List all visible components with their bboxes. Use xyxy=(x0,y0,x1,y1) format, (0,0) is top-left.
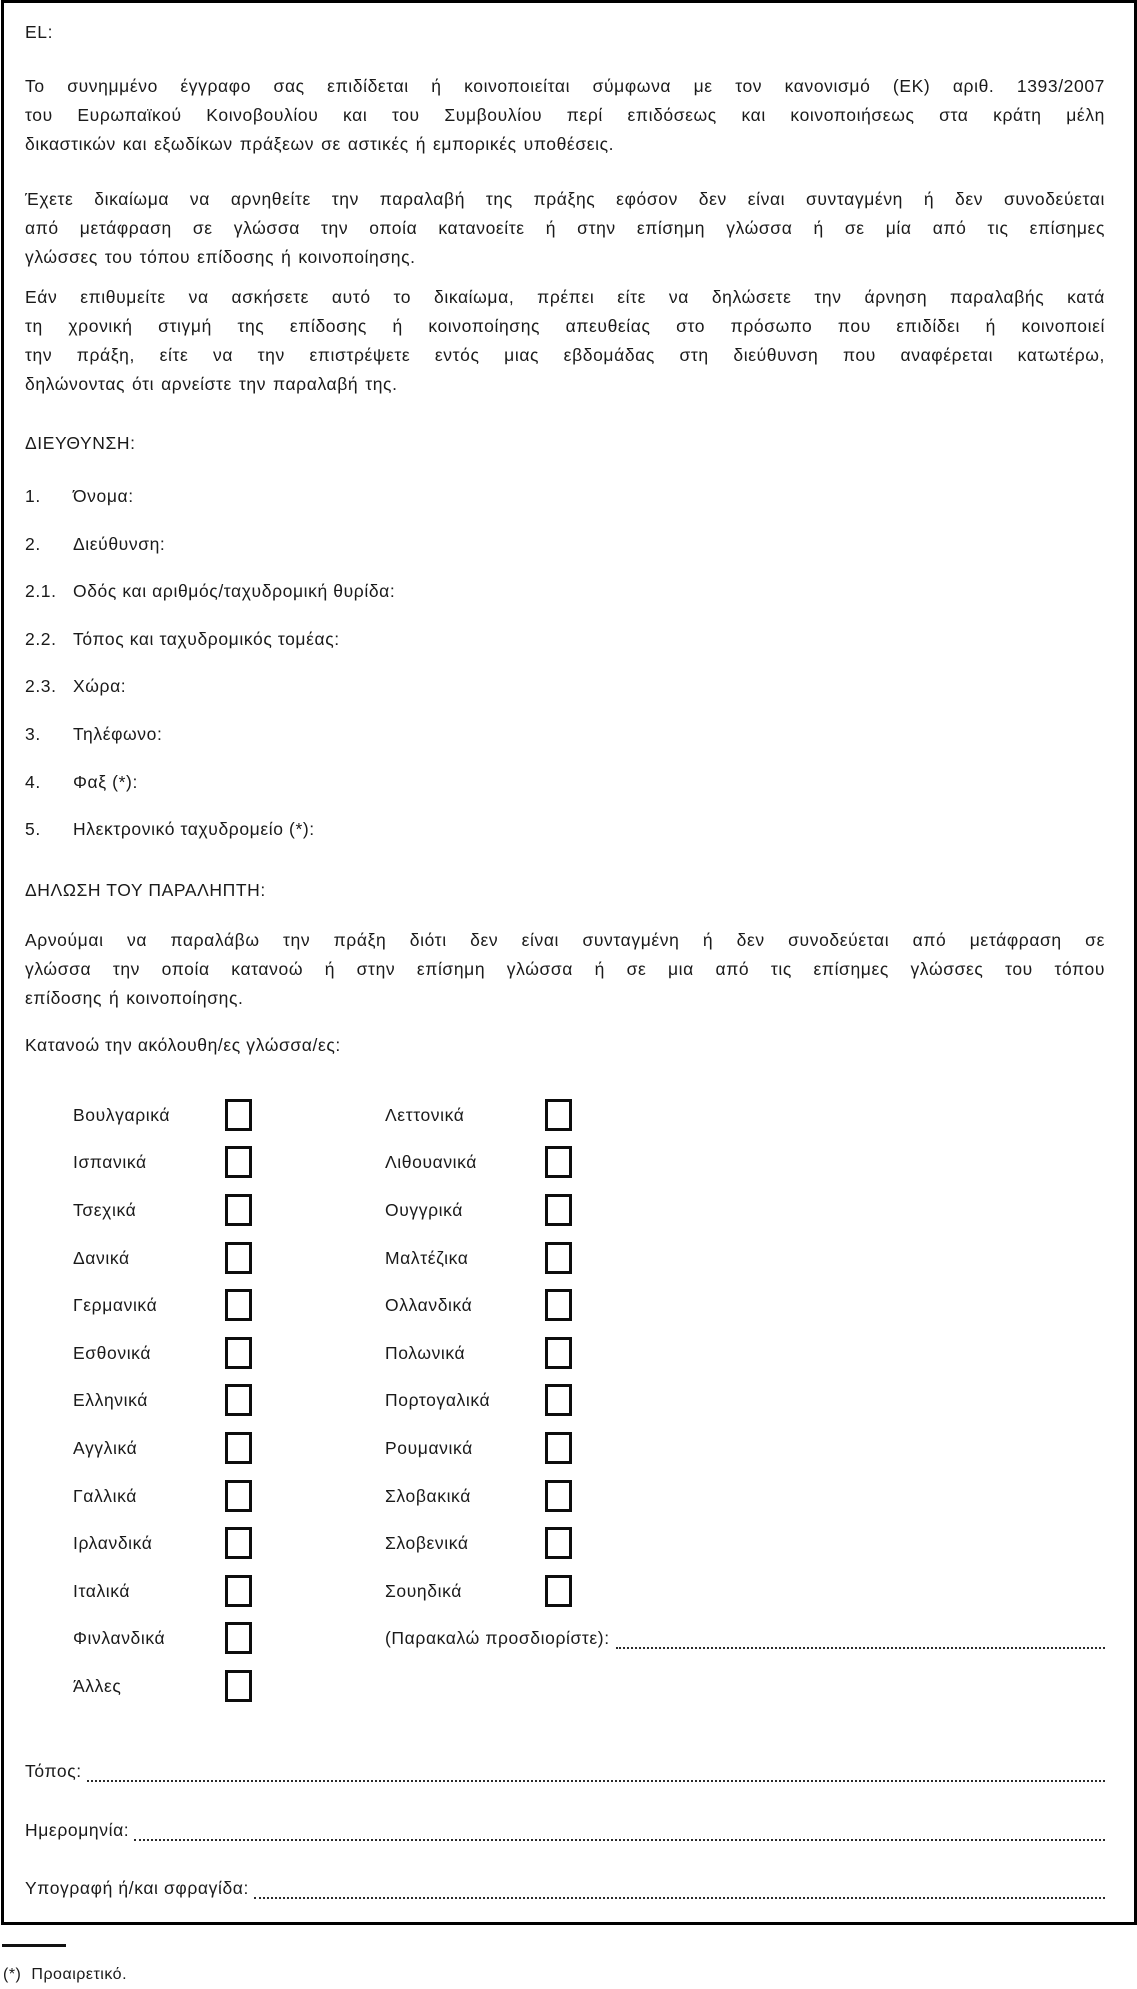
footnote-text: Προαιρετικό. xyxy=(31,1966,128,1983)
address-item-label: Όνομα: xyxy=(73,486,134,506)
declaration-paragraph xyxy=(25,926,1105,1013)
footnote-separator xyxy=(2,1944,66,1947)
language-checkbox[interactable] xyxy=(225,1146,252,1178)
language-checkbox[interactable] xyxy=(225,1527,252,1559)
language-row xyxy=(73,1519,373,1567)
address-item-label: Διεύθυνση: xyxy=(73,533,166,554)
language-label: Δανικά xyxy=(73,1247,130,1268)
language-label: Σλοβενικά xyxy=(385,1533,469,1554)
address-item-number: 4. xyxy=(25,771,41,792)
language-checkbox[interactable] xyxy=(225,1337,252,1369)
address-item-label: Τόπος και ταχυδρομικός τομέας: xyxy=(73,628,340,649)
signature-field-row xyxy=(25,1759,1105,1783)
intro-paragraph-2 xyxy=(25,185,1105,272)
language-label: Ισπανικά xyxy=(73,1152,147,1173)
language-checkbox[interactable] xyxy=(545,1146,572,1178)
address-list-item xyxy=(25,627,1105,675)
address-item-label: Φαξ (*): xyxy=(73,771,138,792)
address-list-item xyxy=(25,722,1105,770)
address-list-item xyxy=(25,770,1105,818)
date-input[interactable] xyxy=(134,1818,1105,1841)
language-label: Λεττονικά xyxy=(385,1104,465,1125)
language-row xyxy=(73,1567,373,1615)
language-label: Αγγλικά xyxy=(73,1437,138,1458)
paragraph-line: δικαστικών και εξωδίκων πράξεων σε αστικές ή εμπορικές υποθέσεις. xyxy=(25,134,615,154)
language-label: Φινλανδικά xyxy=(73,1628,166,1649)
language-checkbox[interactable] xyxy=(225,1575,252,1607)
language-checkbox[interactable] xyxy=(225,1480,252,1512)
address-item-number: 2.2. xyxy=(25,628,57,649)
language-label: Άλλες xyxy=(73,1675,122,1696)
other-language-specify-input[interactable] xyxy=(616,1627,1105,1649)
language-label: Ρουμανικά xyxy=(385,1437,473,1458)
language-row xyxy=(73,1329,373,1377)
address-item-label: Ηλεκτρονικό ταχυδρομείο (*): xyxy=(73,819,315,840)
language-label: Εσθονικά xyxy=(73,1342,152,1363)
paragraph-line: την πράξη, είτε να την επιστρέψετε εντός μιας εβδομάδας στη διεύθυνση που αναφέρεται κατωτέρω, xyxy=(25,345,1105,365)
language-row xyxy=(385,1424,1105,1472)
language-row xyxy=(73,1472,373,1520)
language-label: Πορτογαλικά xyxy=(385,1390,491,1411)
language-checkbox[interactable] xyxy=(225,1384,252,1416)
address-item-number: 2.3. xyxy=(25,676,57,697)
language-checkbox[interactable] xyxy=(225,1622,252,1654)
language-label: Ιταλικά xyxy=(73,1580,131,1601)
paragraph-line: Έχετε δικαίωμα να αρνηθείτε την παραλαβή της πράξης εφόσον δεν είναι συνταγμένη ή δεν συνοδεύεται xyxy=(25,189,1105,209)
footnote xyxy=(3,1963,127,1987)
language-checkbox[interactable] xyxy=(225,1194,252,1226)
language-checkbox[interactable] xyxy=(545,1099,572,1131)
language-checkbox[interactable] xyxy=(545,1527,572,1559)
language-row xyxy=(73,1615,373,1663)
languages-right-column xyxy=(385,1091,1105,1662)
language-label: Ιρλανδικά xyxy=(73,1533,153,1554)
language-row xyxy=(385,1139,1105,1187)
language-row xyxy=(385,1091,1105,1139)
paragraph-line: τη χρονική στιγμή της επίδοσης ή κοινοποίησης απευθείας στο πρόσωπο που επιδίδει ή κοινοποιεί xyxy=(25,316,1105,336)
language-label: Τσεχικά xyxy=(73,1199,137,1220)
language-label: Πολωνικά xyxy=(385,1342,466,1363)
languages-prompt: Κατανοώ την ακόλουθη/ες γλώσσα/ες: xyxy=(25,1035,341,1055)
paragraph-line: γλώσσα την οποία κατανοώ ή στην επίσημη γλώσσα ή σε μια από τις επίσημες γλώσσες του τόπου xyxy=(25,959,1105,979)
paragraph-line: δηλώνοντας ότι αρνείστε την παραλαβή της. xyxy=(25,374,398,394)
language-label: Σλοβακικά xyxy=(385,1485,471,1506)
language-row xyxy=(385,1377,1105,1425)
language-checkbox[interactable] xyxy=(545,1289,572,1321)
signature-fields xyxy=(25,1759,1105,1935)
address-item-number: 5. xyxy=(25,819,41,840)
language-row xyxy=(385,1567,1105,1615)
paragraph-line: γλώσσες του τόπου επίδοσης ή κοινοποίησης. xyxy=(25,247,416,267)
address-list xyxy=(25,484,1105,865)
intro-paragraph-1 xyxy=(25,72,1105,159)
language-label: Ουγγρικά xyxy=(385,1199,463,1220)
address-list-item xyxy=(25,532,1105,580)
address-item-label: Οδός και αριθμός/ταχυδρομική θυρίδα: xyxy=(73,581,396,602)
other-language-specify-row xyxy=(385,1615,1105,1663)
language-checkbox[interactable] xyxy=(225,1099,252,1131)
language-checkbox[interactable] xyxy=(545,1242,572,1274)
languages-left-column xyxy=(73,1091,373,1710)
language-label: Γερμανικά xyxy=(73,1295,158,1316)
address-item-number: 1. xyxy=(25,486,41,506)
address-item-number: 3. xyxy=(25,723,41,744)
signature-field-row xyxy=(25,1818,1105,1842)
language-label: Βουλγαρικά xyxy=(73,1104,171,1125)
paragraph-line: Αρνούμαι να παραλάβω την πράξη διότι δεν είναι συνταγμένη ή δεν συνοδεύεται από μετάφραση σε xyxy=(25,930,1105,950)
address-item-label: Τηλέφωνο: xyxy=(73,723,163,744)
language-row xyxy=(73,1281,373,1329)
address-list-item xyxy=(25,484,1105,532)
place-input[interactable] xyxy=(87,1759,1105,1782)
language-row xyxy=(385,1472,1105,1520)
language-label: Μαλτέζικα xyxy=(385,1247,469,1268)
declaration-heading: ΔΗΛΩΣΗ ΤΟΥ ΠΑΡΑΛΗΠΤΗ: xyxy=(25,880,266,900)
intro-paragraph-3 xyxy=(25,283,1105,399)
language-checkbox[interactable] xyxy=(545,1194,572,1226)
language-row xyxy=(385,1329,1105,1377)
language-checkbox[interactable] xyxy=(545,1575,572,1607)
language-row xyxy=(73,1662,373,1710)
language-label: Σουηδικά xyxy=(385,1580,462,1601)
language-row xyxy=(385,1519,1105,1567)
language-checkbox[interactable] xyxy=(225,1289,252,1321)
address-item-label: Χώρα: xyxy=(73,676,127,697)
other-language-specify-label: (Παρακαλώ προσδιορίστε): xyxy=(385,1628,610,1649)
paragraph-line: Εάν επιθυμείτε να ασκήσετε αυτό το δικαίωμα, πρέπει είτε να δηλώσετε την άρνηση παραλαβής κατά xyxy=(25,287,1105,307)
language-row xyxy=(73,1091,373,1139)
signature-stamp-input[interactable] xyxy=(254,1876,1105,1899)
language-checkbox[interactable] xyxy=(545,1384,572,1416)
signature-field-row xyxy=(25,1876,1105,1900)
address-heading: ΔΙΕΥΘΥΝΣΗ: xyxy=(25,433,136,453)
address-item-number: 2.1. xyxy=(25,581,57,602)
signature-field-label: Υπογραφή ή/και σφραγίδα: xyxy=(25,1878,249,1898)
language-checkbox[interactable] xyxy=(545,1337,572,1369)
language-checkbox[interactable] xyxy=(225,1670,252,1702)
language-row xyxy=(385,1281,1105,1329)
signature-field-label: Τόπος: xyxy=(25,1761,82,1781)
paragraph-line: Το συνημμένο έγγραφο σας επιδίδεται ή κοινοποιείται σύμφωνα με τον κανονισμό (ΕΚ) αριθ. 1393/2007 xyxy=(25,76,1105,96)
language-checkbox[interactable] xyxy=(225,1242,252,1274)
paragraph-line: επίδοσης ή κοινοποίησης. xyxy=(25,988,244,1008)
paragraph-line: από μετάφραση σε γλώσσα την οποία κατανοείτε ή στην επίσημη γλώσσα ή σε μία από τις επίσημες xyxy=(25,218,1105,238)
language-row xyxy=(385,1234,1105,1282)
language-row xyxy=(73,1139,373,1187)
signature-field-label: Ημερομηνία: xyxy=(25,1819,130,1840)
footnote-marker: (*) xyxy=(3,1966,22,1983)
language-row xyxy=(73,1234,373,1282)
address-list-item xyxy=(25,674,1105,722)
language-row xyxy=(385,1186,1105,1234)
address-item-number: 2. xyxy=(25,533,41,554)
address-list-item xyxy=(25,817,1105,865)
form-border-box xyxy=(1,0,1137,1925)
language-label: Γαλλικά xyxy=(73,1485,137,1506)
language-checkbox[interactable] xyxy=(545,1480,572,1512)
language-checkbox[interactable] xyxy=(225,1432,252,1464)
language-checkbox[interactable] xyxy=(545,1432,572,1464)
language-label: Ολλανδικά xyxy=(385,1295,473,1316)
language-tag: EL: xyxy=(25,22,54,42)
language-row xyxy=(73,1186,373,1234)
paragraph-line: του Ευρωπαϊκού Κοινοβουλίου και του Συμβουλίου περί επιδόσεως και κοινοποιήσεως στα κράτη μέλη xyxy=(25,105,1105,125)
language-row xyxy=(73,1424,373,1472)
address-list-item xyxy=(25,579,1105,627)
language-label: Λιθουανικά xyxy=(385,1152,478,1173)
language-label: Ελληνικά xyxy=(73,1390,148,1411)
language-row xyxy=(73,1377,373,1425)
